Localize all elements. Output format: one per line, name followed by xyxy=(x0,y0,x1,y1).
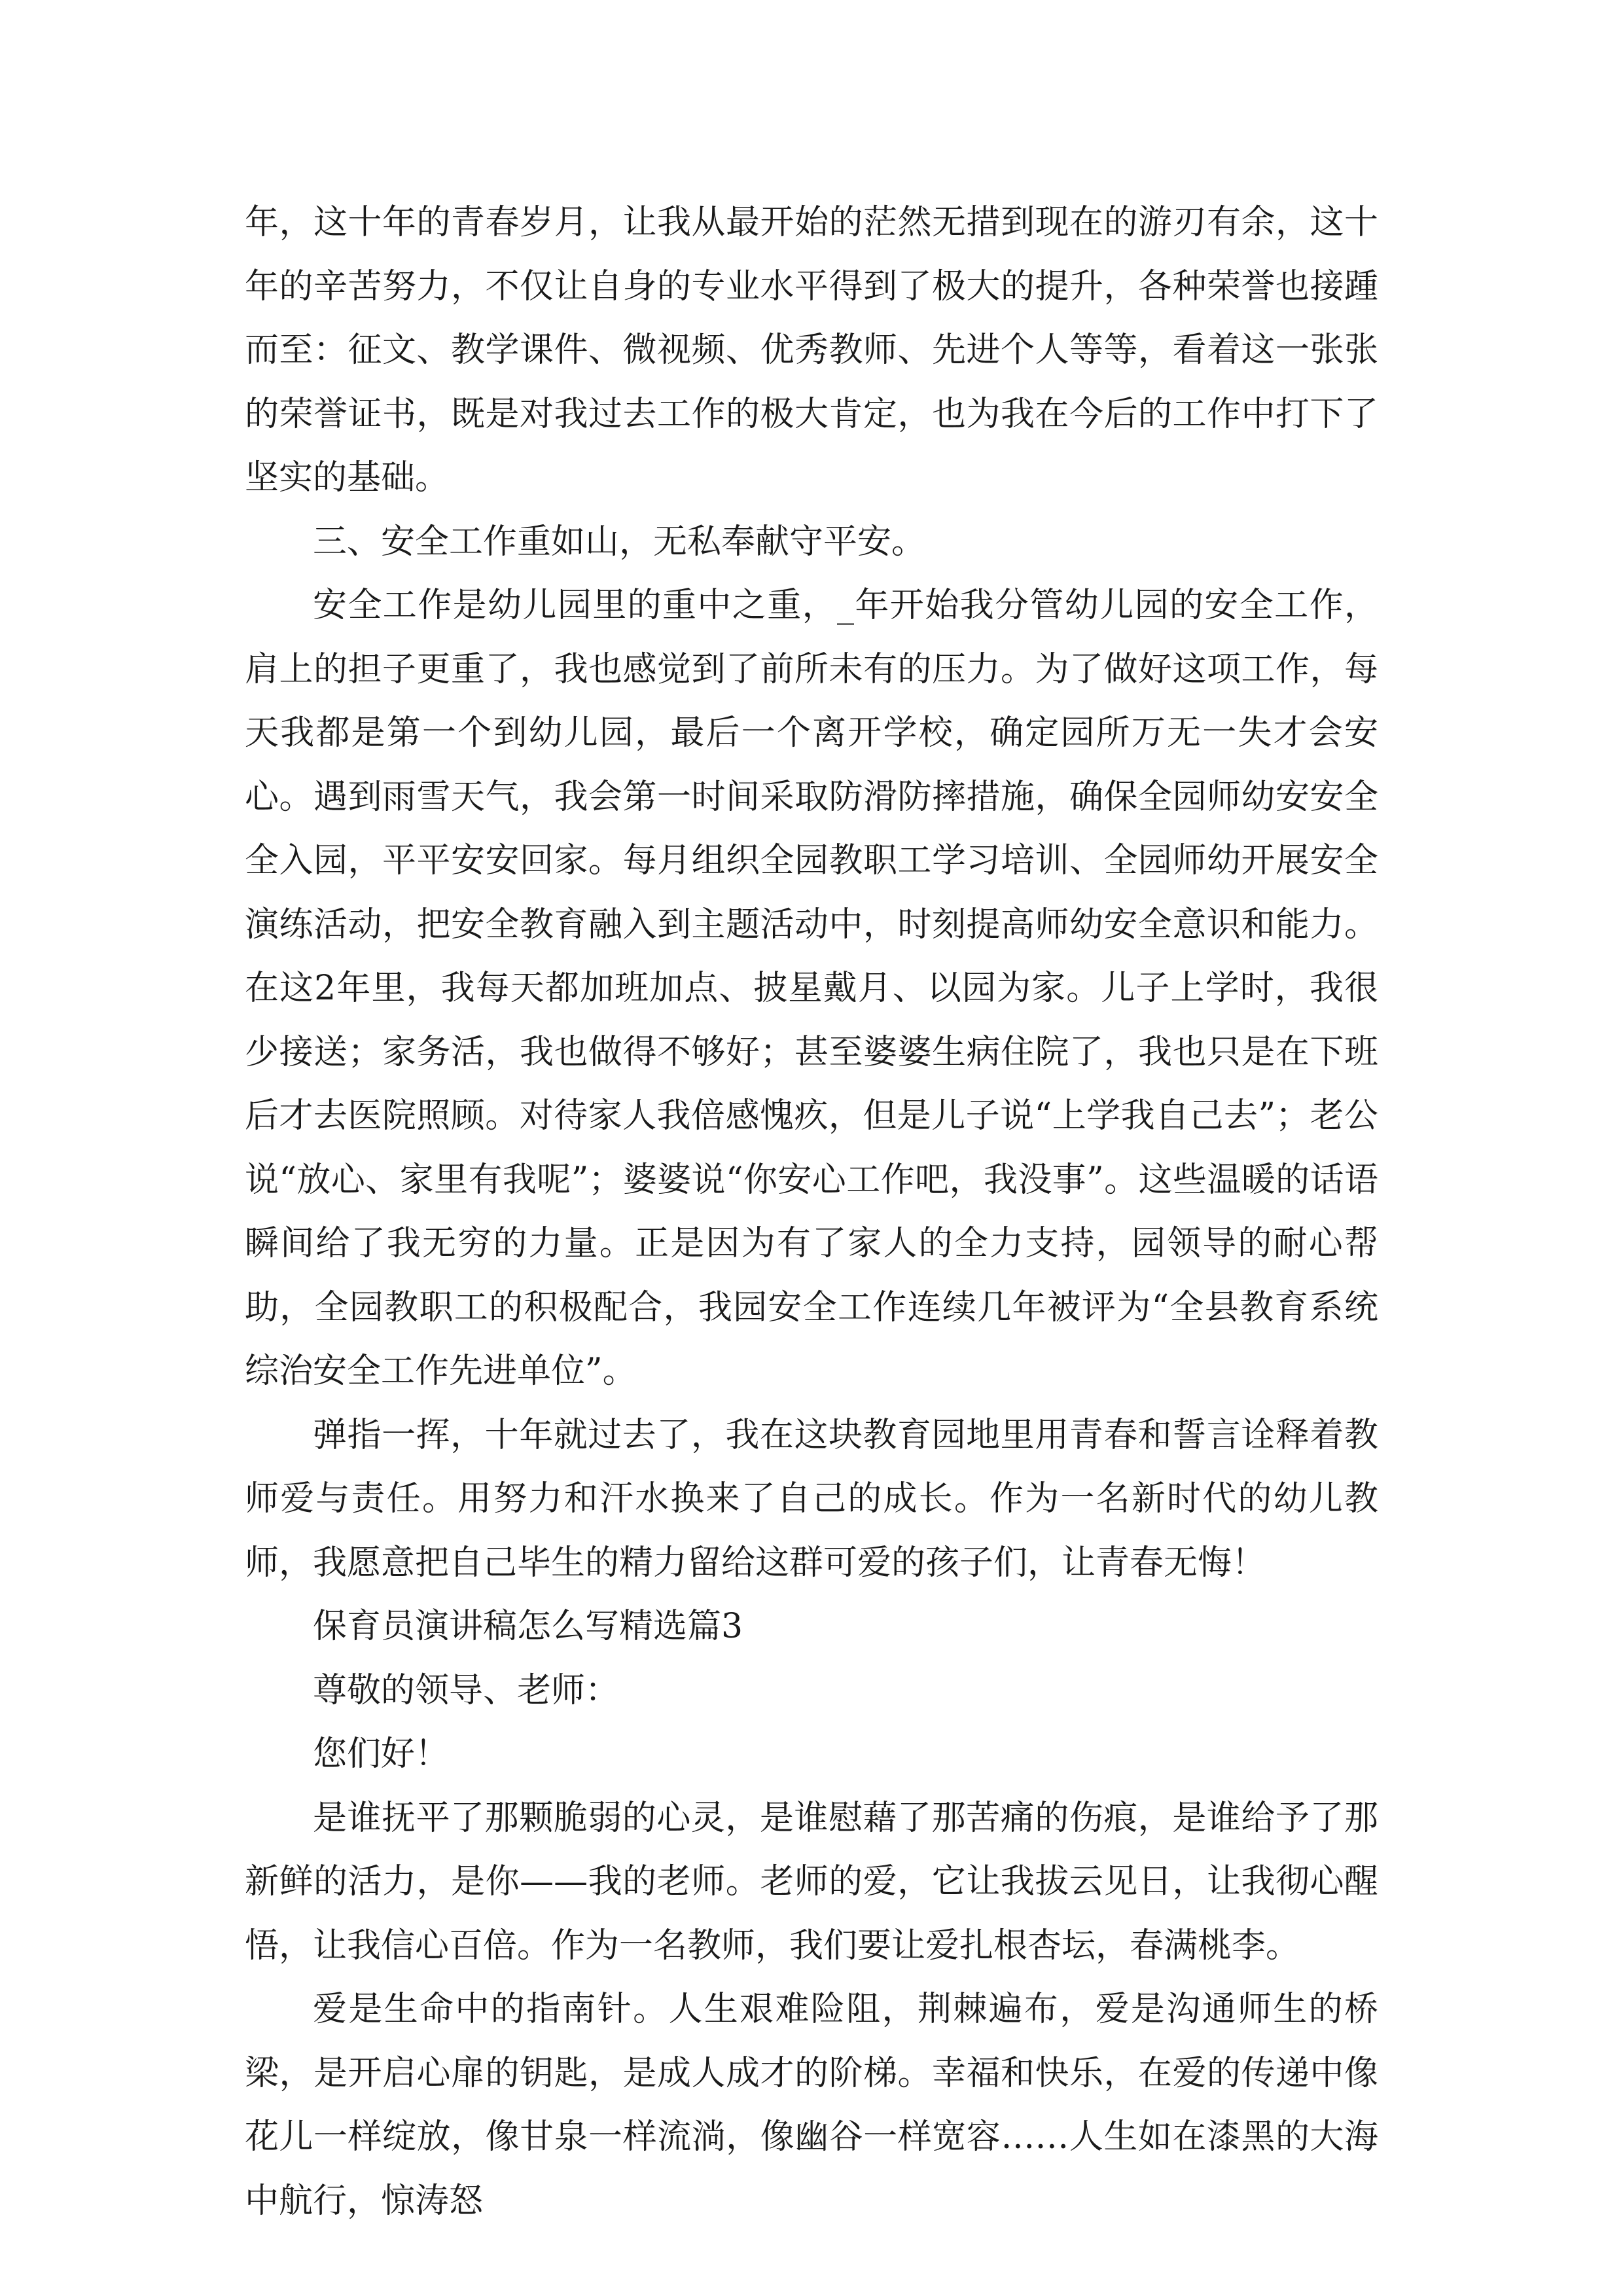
greeting: 您们好！ xyxy=(313,1734,450,1774)
paragraph-teacher: 是谁抚平了那颗脆弱的心灵，是谁慰藉了那苦痛的伤痕，是谁给予了那新鲜的活力，是你——我的老师。老师的爱，它让我拔云见日，让我彻心醒悟，让我信心百倍。作为一名教师，我们要让爱扎根杏坛，春满桃李。 xyxy=(245,1798,1378,1965)
document-body xyxy=(245,191,1378,2233)
paragraph-love-compass: 爱是生命中的指南针。人生艰难险阻，荆棘遍布，爱是沟通师生的桥梁，是开启心扉的钥匙，是成人成才的阶梯。幸福和快乐，在爱的传递中像花儿一样绽放，像甘泉一样流淌，像幽谷一样宽容……人生如在漆黑的大海中航行，惊涛怒 xyxy=(245,1990,1378,2221)
speech-title: 保育员演讲稿怎么写精选篇3 xyxy=(313,1607,743,1646)
salutation: 尊敬的领导、老师： xyxy=(313,1670,620,1710)
paragraph-safety-work: 安全工作是幼儿园里的重中之重，_年开始我分管幼儿园的安全工作，肩上的担子更重了，我也感觉到了前所未有的压力。为了做好这项工作，每天我都是第一个到幼儿园，最后一个离开学校，确定园所万无一失才会安心。遇到雨雪天气，我会第一时间采取防滑防摔措施，确保全园师幼安安全全入园，平平安安回家。每月组织全园教职工学习培训、全园师幼开展安全演练活动，把安全教育融入到主题活动中，时刻提高师幼安全意识和能力。在这2年里，我每天都加班加点、披星戴月、以园为家。儿子上学时，我很少接送；家务活，我也做得不够好；甚至婆婆生病住院了，我也只是在下班后才去医院照顾。对待家人我倍感愧疚，但是儿子说“上学我自己去”；老公说“放心、家里有我呢”；婆婆说“你安心工作吧，我没事”。这些温暖的话语瞬间给了我无穷的力量。正是因为有了家人的全力支持，园领导的耐心帮助，全园教职工的积极配合，我园安全工作连续几年被评为“全县教育系统综治安全工作先进单位”。 xyxy=(245,586,1378,1391)
paragraph-continuation: 年，这十年的青春岁月，让我从最开始的茫然无措到现在的游刃有余，这十年的辛苦努力，不仅让自身的专业水平得到了极大的提升，各种荣誉也接踵而至：征文、教学课件、微视频、优秀教师、先进个人等等，看着这一张张的荣誉证书，既是对我过去工作的极大肯定，也为我在今后的工作中打下了坚实的基础。 xyxy=(245,203,1378,497)
paragraph-ten-years: 弹指一挥，十年就过去了，我在这块教育园地里用青春和誓言诠释着教师爱与责任。用努力和汗水换来了自己的成长。作为一名新时代的幼儿教师，我愿意把自己毕生的精力留给这群可爱的孩子们，让青春无悔！ xyxy=(245,1415,1378,1583)
section-heading: 三、安全工作重如山，无私奉献守平安。 xyxy=(313,522,926,562)
